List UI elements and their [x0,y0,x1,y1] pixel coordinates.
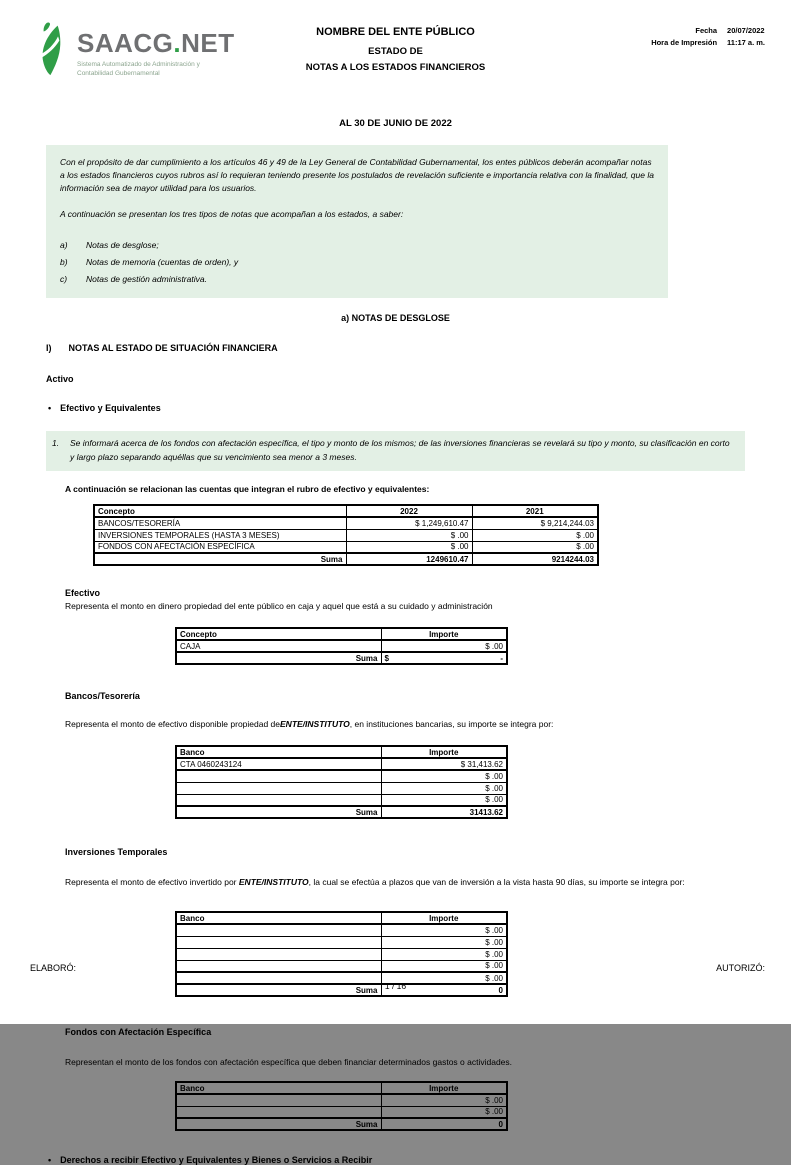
cell-concepto: BANCOS/TESORERÍA [94,517,346,529]
derechos-bullet [48,1155,791,1165]
fondos-description: Representan el monto de los fondos con afectación específica que deben financiar determinados gastos o actividades. [65,1057,513,1068]
page-number: 1 / 16 [384,981,407,991]
cell-importe: $ 31,413.62 [381,758,507,770]
cell-importe: $ .00 [381,1106,507,1118]
col-header-importe: Importe [381,912,507,924]
cell-banco: CTA 0460243124 [176,758,381,770]
fecha-value: 20/07/2022 [727,26,765,35]
table-header-row [176,912,507,924]
efectivo-equivalentes-bullet [48,403,791,413]
suma-label: Suma [176,1118,381,1130]
ente-instituto-emphasis: ENTE/INSTITUTO [280,719,350,730]
bancos-description: Representa el monto de efectivo disponible propiedad deENTE/INSTITUTO, en instituciones bancarias, su importe se integra por: [65,719,554,730]
cell-banco [176,960,381,972]
cell-importe: $ .00 [381,794,507,806]
cell-banco [176,1094,381,1106]
inversiones-description: Representa el monto de efectivo invertido por ENTE/INSTITUTO, la cual se efectúa a plazos que van de inversión a la vista hasta 90 días, su importe se integra por: [65,877,685,888]
suma-currency: $ [384,653,389,663]
table-row [176,770,507,782]
table-row [176,794,507,806]
cell-2021: $ .00 [472,529,598,541]
cell-concepto: FONDOS CON AFECTACIÓN ESPECÍFICA [94,541,346,553]
list-text: Notas de desglose; [86,239,159,250]
list-item [60,256,654,269]
intro-paragraph-2: A continuación se presentan los tres tipos de notas que acompañan a los estados, a saber: [60,208,404,219]
brand-name: SAACG.NET [77,28,235,58]
brand-tagline: Sistema Automatizado de Administración y Contabilidad Gubernamental [77,61,200,78]
list-marker: a) [60,239,68,250]
tabla-bancos [175,745,508,819]
cell-banco [176,1106,381,1118]
bancos-heading: Bancos/Tesorería [65,691,140,702]
suma-2022: 1249610.47 [346,553,472,565]
cell-2021: $ .00 [472,541,598,553]
bullet-icon: • [48,1155,52,1165]
cell-2022: $ .00 [346,529,472,541]
inversiones-heading: Inversiones Temporales [65,847,168,858]
efectivo-description: Representa el monto en dinero propiedad del ente público en caja y aquel que está a su cuidado y administración [65,601,493,612]
section-title: NOTAS AL ESTADO DE SITUACIÓN FINANCIERA [68,343,278,354]
bullet-text: Efectivo y Equivalentes [60,403,161,414]
table-row [176,924,507,936]
cell-2021: $ 9,214,244.03 [472,517,598,529]
cell-concepto: INVERSIONES TEMPORALES (HASTA 3 MESES) [94,529,346,541]
suma-label: Suma [176,652,381,664]
section-notas-desglose-title: a) NOTAS DE DESGLOSE [341,313,450,324]
intro-note-box [46,145,668,298]
table-row [176,1094,507,1106]
list-item [60,239,654,252]
statement-subtype: NOTAS A LOS ESTADOS FINANCIEROS [305,62,486,73]
table-row [176,936,507,948]
tabla-efectivo [175,627,508,665]
bullet-icon: • [48,403,52,414]
list-item [60,273,654,286]
table-suma-row [176,806,507,818]
fecha-label: Fecha [695,26,718,35]
cell-importe: $ .00 [381,924,507,936]
col-header-importe: Importe [381,628,507,640]
cell-importe: $ .00 [381,1094,507,1106]
efectivo-heading: Efectivo [65,588,101,599]
col-header-banco: Banco [176,1082,381,1094]
list-text: Notas de gestión administrativa. [86,274,207,285]
elaboro-label: ELABORÓ: [30,963,77,973]
cell-banco [176,924,381,936]
activo-heading: Activo [46,374,74,385]
note-number: 1. [52,438,60,449]
cuentas-intro-text: A continuación se relacionan las cuentas que integran el rubro de efectivo y equivalentes: [65,484,430,495]
cell-importe: $ .00 [381,770,507,782]
col-header-importe: Importe [381,1082,507,1094]
table-row [176,960,507,972]
suma-label: Suma [176,984,381,996]
suma-2021: 9214244.03 [472,553,598,565]
note-text: Se informará acerca de los fondos con afectación específica, el tipo y monto de los mismos; de las inversiones financieras se revelará su tipo y monto, su clasificación en corto y largo plazo separando aquéllas que su vencimiento sea menor a 3 meses. [70,438,730,463]
report-date-subtitle: AL 30 DE JUNIO DE 2022 [339,118,452,129]
col-header-banco: Banco [176,746,381,758]
suma-label: Suma [94,553,346,565]
cell-2022: $ 1,249,610.47 [346,517,472,529]
table-row [176,640,507,652]
document-title-block [200,26,591,73]
suma-value: 0 [381,1118,507,1130]
hora-label: Hora de Impresión [651,38,718,47]
list-marker: b) [60,256,68,267]
ente-instituto-emphasis: ENTE/INSTITUTO [238,877,309,888]
table-row [176,1106,507,1118]
bullet-text: Derechos a recibir Efectivo y Equivalentes y Bienes o Servicios a Recibir [60,1155,373,1165]
cell-importe: $ .00 [381,972,507,984]
suma-value: - [500,653,503,663]
col-header-2021: 2021 [472,505,598,517]
cell-importe: $ .00 [381,936,507,948]
page-header [0,0,791,100]
cell-banco [176,782,381,794]
tabla-efectivo-equivalentes [93,504,599,566]
table-row [94,517,598,529]
statement-type: ESTADO DE [368,46,423,57]
col-header-concepto: Concepto [94,505,346,517]
fondos-heading: Fondos con Afectación Específica [65,1027,212,1038]
list-text: Notas de memoria (cuentas de orden), y [86,256,239,267]
print-metadata [651,26,765,47]
table-suma-row [94,553,598,565]
table-row [176,782,507,794]
cell-2022: $ .00 [346,541,472,553]
col-header-concepto: Concepto [176,628,381,640]
table-header-row [176,1082,507,1094]
section-situacion-financiera-heading [46,343,791,353]
section-marker: I) [46,343,52,354]
table-row [176,948,507,960]
suma-importe [381,652,507,664]
cell-concepto: CAJA [176,640,381,652]
table-suma-row [176,652,507,664]
cell-banco [176,936,381,948]
col-header-2022: 2022 [346,505,472,517]
cell-banco [176,770,381,782]
intro-paragraph-1: Con el propósito de dar cumplimiento a los artículos 46 y 49 de la Ley General de Contabilidad Gubernamental, los entes públicos deberán acompañar notas a los estados financieros cuyos rubros así lo requieran teniendo presente los postulados de revelación suficiente e importancia relativa con la finalidad, que la información sea de mayor utilidad para los usuarios. [60,157,654,194]
table-row [94,529,598,541]
col-header-banco: Banco [176,912,381,924]
leaf-logo-icon [36,22,72,81]
cell-importe: $ .00 [381,948,507,960]
autorizo-label: AUTORIZÓ: [716,963,765,973]
tabla-fondos [175,1081,508,1131]
note-1-box [46,431,745,471]
cell-banco [176,948,381,960]
table-row [94,541,598,553]
cell-importe: $ .00 [381,960,507,972]
hora-value: 11:17 a. m. [727,38,765,47]
table-header-row [94,505,598,517]
suma-label: Suma [176,806,381,818]
col-header-importe: Importe [381,746,507,758]
suma-value: 0 [381,984,507,996]
suma-value: 31413.62 [381,806,507,818]
table-row [176,758,507,770]
table-header-row [176,628,507,640]
table-suma-row [176,1118,507,1130]
intro-list [60,239,654,287]
list-marker: c) [60,274,68,285]
cell-banco [176,794,381,806]
table-header-row [176,746,507,758]
entity-name: NOMBRE DEL ENTE PÚBLICO [316,26,475,38]
cell-importe: $ .00 [381,640,507,652]
cell-importe: $ .00 [381,782,507,794]
